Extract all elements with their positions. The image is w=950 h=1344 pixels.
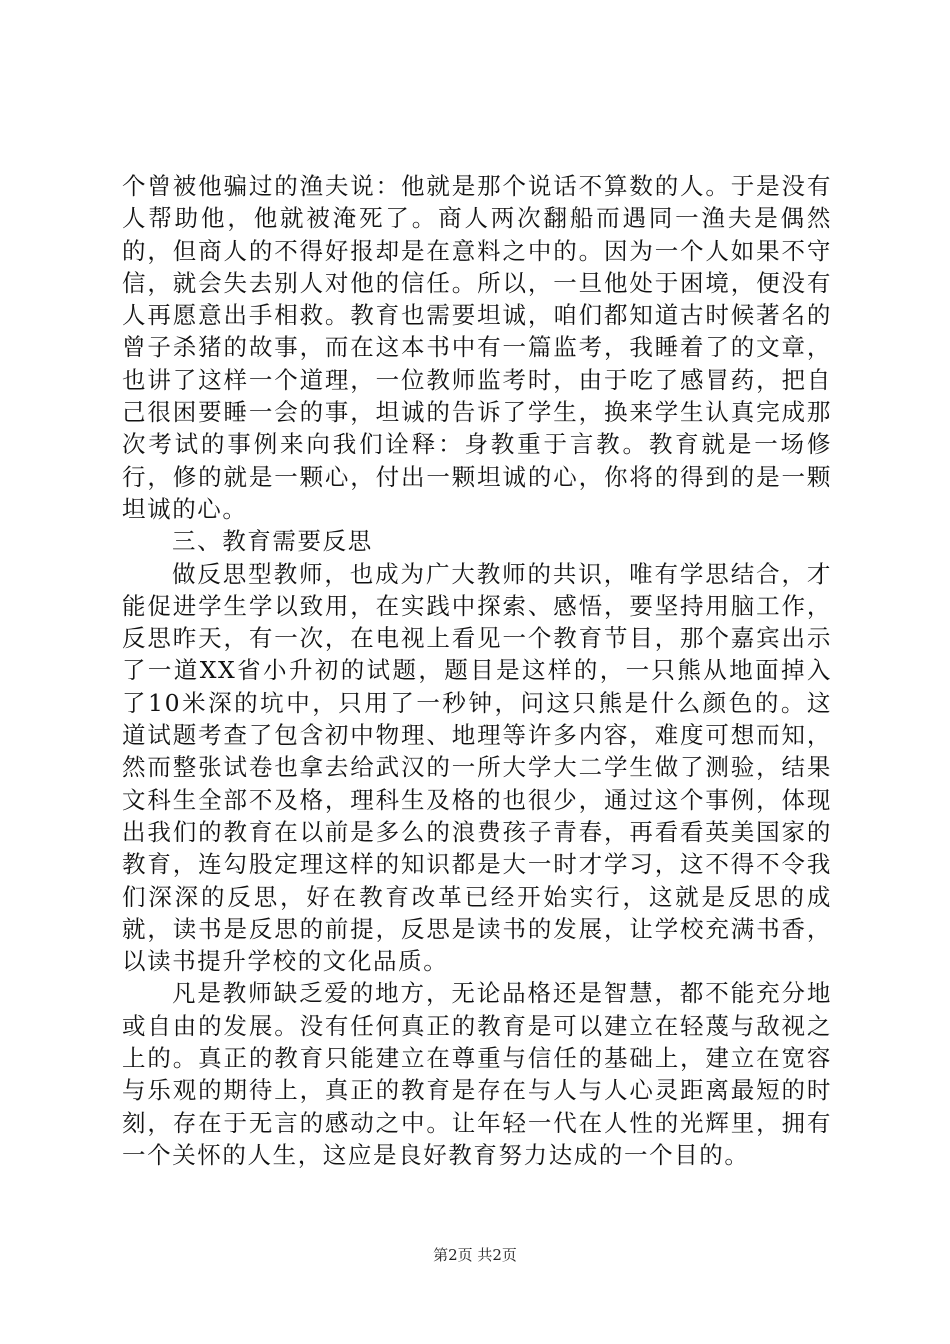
paragraph-teacher-love: 凡是教师缺乏爱的地方，无论品格还是智慧，都不能充分地或自由的发展。没有任何真正的教育是可以建立在轻蔑与敌视之上的。真正的教育只能建立在尊重与信任的基础上，建立在宽容与乐观的期待上，真正的教育是存在与人与人心灵距离最短的时刻，存在于无言的感动之中。让年轻一代在人性的光辉里，拥有一个关怀的人生，这应是良好教育努力达成的一个目的。 bbox=[122, 979, 832, 1169]
paragraph-continuation: 个曾被他骗过的渔夫说：他就是那个说话不算数的人。于是没有人帮助他，他就被淹死了。商人两次翻船而遇同一渔夫是偶然的，但商人的不得好报却是在意料之中的。因为一个人如果不守信，就会失去别人对他的信任。所以，一旦他处于困境，便没有人再愿意出手相救。教育也需要坦诚，咱们都知道古时候著名的曾子杀猪的故事，而在这本书中有一篇监考，我睡着了的文章，也讲了这样一个道理，一位教师监考时，由于吃了感冒药，把自己很困要睡一会的事，坦诚的告诉了学生，换来学生认真完成那次考试的事例来向我们诠释：身教重于言教。教育就是一场修行，修的就是一颗心，付出一颗坦诚的心，你将的得到的是一颗坦诚的心。 bbox=[122, 172, 832, 523]
paragraph-reflective-teacher: 做反思型教师，也成为广大教师的共识，唯有学思结合，才能促进学生学以致用，在实践中探索、感悟，要坚持用脑工作，反思昨天，有一次，在电视上看见一个教育节目，那个嘉宾出示了一道XX省小升初的试题，题目是这样的，一只熊从地面掉入了10米深的坑中，只用了一秒钟，问这只熊是什么颜色的。这道试题考查了包含初中物理、地理等许多内容，难度可想而知，然而整张试卷也拿去给武汉的一所大学大二学生做了测验，结果文科生全部不及格，理科生及格的也很少，通过这个事例，体现出我们的教育在以前是多么的浪费孩子青春，再看看英美国家的教育，连勾股定理这样的知识都是大一时才学习，这不得不令我们深深的反思，好在教育改革已经开始实行，这就是反思的成就，读书是反思的前提，反思是读书的发展，让学校充满书香，以读书提升学校的文化品质。 bbox=[122, 559, 832, 976]
document-body bbox=[122, 170, 832, 1171]
page-footer: 第2页 共2页 bbox=[433, 1246, 517, 1264]
section-heading-reflection: 三、教育需要反思 bbox=[172, 527, 373, 556]
